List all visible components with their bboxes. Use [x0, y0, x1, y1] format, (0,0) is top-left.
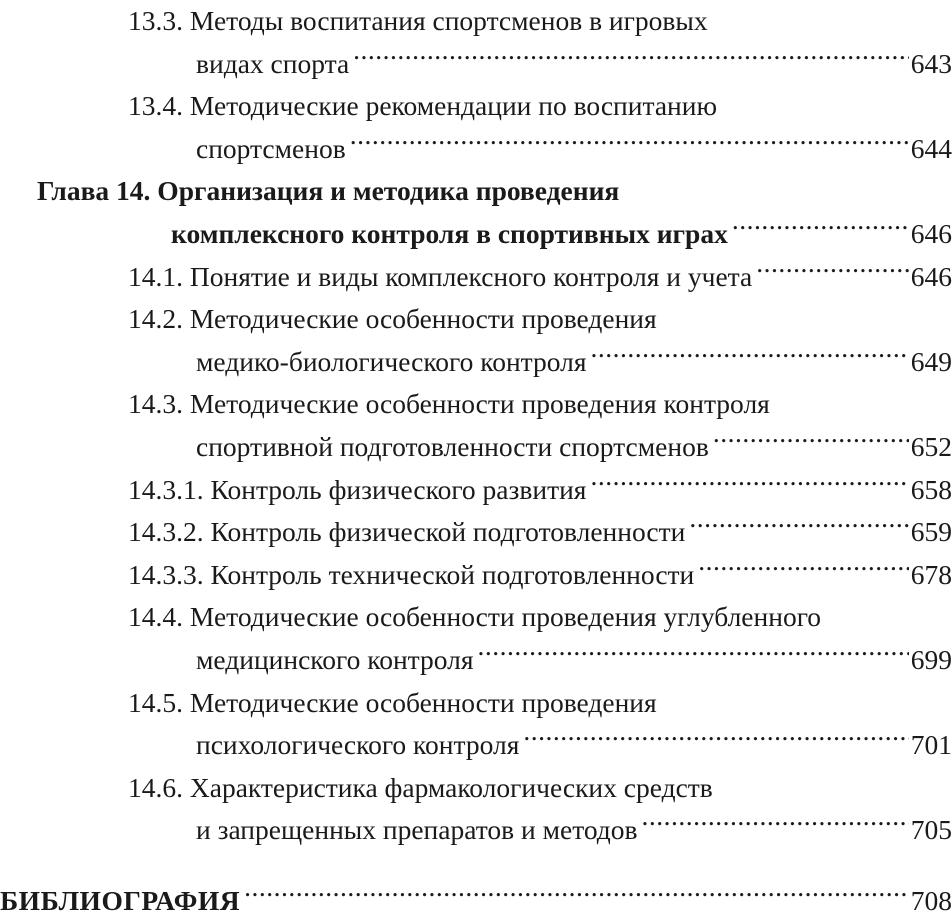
toc-entry-continuation-line: [0, 341, 952, 384]
toc-entry-title-line: [0, 298, 952, 341]
dot-leader: [713, 428, 909, 456]
toc-bibliography-title: БИБЛИОГРАФИЯ: [0, 884, 241, 916]
toc-entry-title: 14.3. Методические особенности проведения контроля: [128, 388, 770, 420]
toc-page-number: 708: [910, 884, 952, 916]
toc-page-number: 699: [910, 643, 952, 675]
toc-entry-title-continuation: медицинского контроля: [196, 643, 474, 675]
toc-entry-title-line: [0, 596, 952, 639]
toc-entry-14-1[interactable]: [0, 256, 952, 299]
toc-entry-title-line: [0, 85, 952, 128]
toc-entry-continuation-line: [0, 43, 952, 86]
toc-entry-continuation-line: [0, 724, 952, 767]
toc-entry-title: 14.1. Понятие и виды комплексного контроля и учета: [128, 260, 753, 292]
toc-entry-continuation-line: [0, 639, 952, 682]
toc-entry-title-line: [0, 256, 952, 299]
toc-entry-continuation-line: [0, 128, 952, 171]
toc-page-number: 705: [910, 814, 952, 846]
dot-leader: [756, 258, 909, 286]
toc-entry-title-line: [0, 511, 952, 554]
toc-entry-title: 14.2. Методические особенности проведения: [128, 303, 657, 335]
toc-entry-title: 14.5. Методические особенности проведения: [128, 686, 657, 718]
toc-entry-title: 14.3.1. Контроль физического развития: [128, 473, 587, 505]
toc-entry-title: 13.4. Методические рекомендации по воспитанию: [128, 90, 718, 122]
toc-entry-title-continuation: медико-биологического контроля: [196, 345, 587, 377]
dot-leader: [689, 514, 908, 542]
dot-leader: [523, 727, 908, 755]
toc-page-number: 646: [910, 217, 952, 249]
toc-entry-title-continuation: видах спорта: [196, 47, 350, 79]
toc-bibliography[interactable]: [0, 880, 952, 922]
toc-page-number: 701: [910, 729, 952, 761]
toc-entry-title-line: [0, 554, 952, 597]
toc-page-number: 643: [910, 47, 952, 79]
toc-entry-14-3[interactable]: [0, 383, 952, 468]
dot-leader: [642, 812, 909, 840]
dot-leader: [353, 45, 909, 73]
dot-leader: [732, 215, 909, 243]
toc-chapter-title-continuation: комплексного контроля в спортивных играх: [171, 217, 728, 249]
toc-entry-14-3-1[interactable]: [0, 469, 952, 512]
dot-leader: [591, 343, 909, 371]
toc-entry-title: 14.6. Характеристика фармакологических средств: [128, 771, 713, 803]
toc-entry-title-line: [0, 767, 952, 810]
toc-chapter-14[interactable]: [0, 170, 952, 255]
toc-entry-title-line: [0, 682, 952, 725]
toc-entry-13-4[interactable]: [0, 85, 952, 170]
toc-entry-14-4[interactable]: [0, 596, 952, 681]
toc-bibliography-line: [0, 880, 952, 922]
toc-chapter-title: Глава 14. Организация и методика проведения: [37, 175, 620, 207]
toc-entry-title: 14.3.3. Контроль технической подготовленности: [128, 558, 695, 590]
dot-leader: [698, 556, 908, 584]
toc-entry-title-continuation: спортсменов: [196, 132, 346, 164]
toc-entry-title-line: [0, 469, 952, 512]
toc-entry-14-6[interactable]: [0, 767, 952, 852]
toc-entry-continuation-line: [0, 809, 952, 852]
toc-chapter-continuation-line: [0, 213, 952, 256]
toc-entry-14-3-3[interactable]: [0, 554, 952, 597]
dot-leader: [590, 471, 908, 499]
toc-entry-13-3[interactable]: [0, 0, 952, 85]
toc-page-number: 658: [910, 473, 952, 505]
toc-entry-title: 14.4. Методические особенности проведения углубленного: [128, 601, 822, 633]
dot-leader: [350, 130, 909, 158]
toc-page-number: 649: [910, 345, 952, 377]
toc-entry-title: 13.3. Методы воспитания спортсменов в игровых: [128, 5, 708, 36]
toc-entry-14-2[interactable]: [0, 298, 952, 383]
toc-entry-continuation-line: [0, 426, 952, 469]
toc-page-number: 646: [910, 260, 952, 292]
toc-entry-14-3-2[interactable]: [0, 511, 952, 554]
toc-entry-title-continuation: и запрещенных препаратов и методов: [196, 814, 638, 846]
toc-entry-title-continuation: спортивной подготовленности спортсменов: [196, 430, 709, 462]
toc-entry-14-5[interactable]: [0, 682, 952, 767]
toc-page-number: 678: [910, 558, 952, 590]
toc-chapter-title-line: [0, 170, 952, 213]
dot-leader: [244, 882, 909, 910]
toc-entry-title: 14.3.2. Контроль физической подготовленности: [128, 516, 686, 548]
toc-entry-title-line: [0, 0, 952, 43]
dot-leader: [478, 641, 909, 669]
toc-entry-title-line: [0, 383, 952, 426]
toc-page-number: 652: [910, 430, 952, 462]
toc-page-number: 659: [910, 516, 952, 548]
toc-page-number: 644: [910, 132, 952, 164]
toc-entry-title-continuation: психологического контроля: [196, 729, 520, 761]
